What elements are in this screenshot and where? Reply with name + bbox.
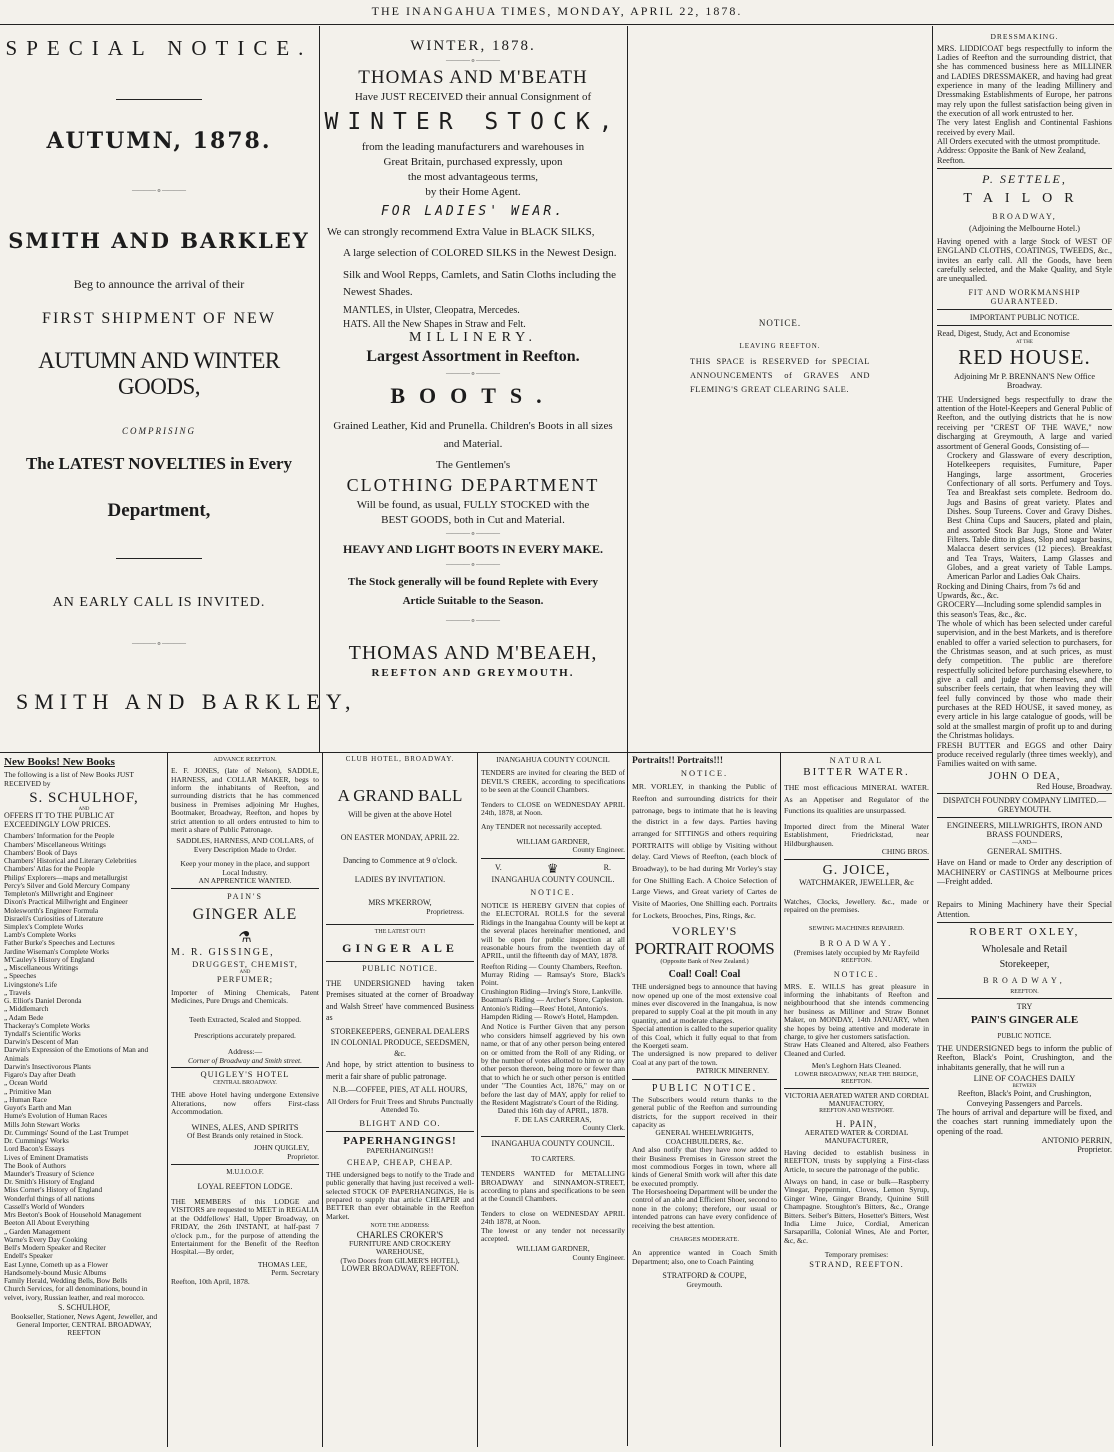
- bitter-water-ads: NATURAL BITTER WATER. THE most efficacious MINERAL WATER. As an Appetiser and Regulator of the Functions its qualities are unsurpassed. Imported direct from the Mineral Water Establishment, Friedrickstad, near Hildburghausen. CHING BROS. G. JOICE, WATCHMAKER, JEWELLER, &c Watches, Clocks, Jewellery. &c., made or repaired on the premises. SEWING MACHINES REPAIRED. BROADWAY. (Premises lately occupied by Mr Rayfeild REEFTON. NOTICE. MRS. E. WILLS has great pleasure in informing the inhabitants of Reefton and neighbourhood that she intends commencing her business as Milliner and Straw Bonnet Maker, on MONDAY, 14th JANUARY, when she hopes by being attentive and moderate in charge, to give her customers satisfaction. Straw Hats Cleaned and Altered, also Feathers Cleaned and Curled. Men's Leghorn Hats Cleaned. LOWER BROADWAY, NEAR THE BRIDGE, REEFTON. VICTORIA AERATED WATER AND CORDIAL MANUFACTORY, REEFTON AND WESTPORT. H. PAIN, AERATED WATER & CORDIAL MANUFACTURER, Having decided to establish business in REEFTON, trusts by supplying a First-class Article, to secure the patronage of the public. Always on hand, in case or bulk—Raspberry Vinegar, Peppermint, Cloves, Lemon Syrup, Ginger Wine, Ginger Brandy, Quinine Still Champagne. Stoughton's Bitters, &c., Orange Bitters. Seiber's Bitters, Hosetter's Bitters, West India Lime Juice, Cordial, American Sarsaparilla, Colonial Wines, Ale and Porter, &c, &c. Temporary premises: STRAND, REEFTON.: [784, 755, 929, 1269]
- smith-barkley-ad: SPECIAL NOTICE. AUTUMN, 1878. ———— o ———— SMITH AND BARKLEY Beg to announce the arrival of their FIRST SHIPMENT OF NEW AUTUMN AND WINTER GOODS, COMPRISING The LATEST NOVELTIES in Every Department, AN EARLY CALL IS INVITED. ———— o ———— SMITH AND BARKLEY,: [4, 32, 314, 750]
- col-rule-b5: [780, 753, 781, 1447]
- smith-barkley-heading: SMITH AND BARKLEY: [8, 228, 310, 253]
- graves-fleming-notice: NOTICE. LEAVING REEFTON. THIS SPACE is RESERVED for SPECIAL ANNOUNCEMENTS of GRAVES AND FLEMING'S GREAT CLEARING SALE.: [690, 318, 870, 395]
- crest-icon: ♛: [546, 860, 559, 876]
- col-rule-b1: [167, 753, 168, 1447]
- masthead: THE INANGAHUA TIMES, MONDAY, APRIL 22, 1878.: [371, 4, 743, 18]
- schulhof-books-ad: New Books! New Books The following is a list of New Books JUST RECEIVED by S. SCHULHOF, AND OFFERS IT TO THE PUBLIC AT EXCEEDINGLY LOW PRICES. Chambers' Information for the People Chambers' Miscellaneous Writings Chambers' Book of Days Chambers' Historical and Literary Celebrities Chambers' Atlas for the People Philips' Explorers—maps and metallurgist Percy's Silver and Gold Mercury Company Templeton's Millwright and Engineer Dixon's Practical Millwright and Engineer Molesworth's Engineer Formula Disraeli's Curiosities of Literature Simplex's Complete Works Lamb's Complete Works Father Burke's Speeches and Lectures Jardine Wiseman's Complete Works M'Cauley's History of England „ Miscellaneous Writings „ Speeches Livingstone's Life „ Travels G. Elliot's Daniel Deronda „ Middlemarch „ Adam Bede Thackeray's Complete Works Tyndall's Scientific Works Darwin's Descent of Man Darwin's Expression of the Emotions of Man and Animals Darwin's Insectivorous Plants Figaro's Day after Death „ Ocean World „ Primitive Man „ Human Race Guyot's Earth and Man Hume's Evolution of Human Races Mills John Stewart Works Dr. Cummings' Sound of the Last Trumpet Dr. Cummings' Works Lord Bacon's Essays Lives of Eminent Dramatists The Book of Authors Maunder's Treasury of Science Dr. Smith's History of England Miss Corner's History of England Wonderful things of all nations Cassell's World of Wonders Mrs Beeton's Book of Household Management Beeton All About Everything „ Garden Management Warne's Every Day Cooking Bell's Modern Speaker and Reciter Endell's Speaker East Lynne, Cometh up as a Flower Handsomely-bound Music Albums Family Herald, Wedding Bells, Bow Bells Church Services, for all denominations, bound in velvet, ivory, Russian leather, and real morocco. S. SCHULHOF, Bookseller, Stationer, News Agent, Jeweller, and General Importer, CENTRAL BROADWAY, REEFTON: [4, 756, 158, 1338]
- top-rule: [0, 24, 1114, 25]
- club-hotel-ads: CLUB HOTEL, BROADWAY. A GRAND BALL Will be given at the above Hotel ON EASTER MONDAY, APRIL 22. Dancing to Commence at 9 o'clock. LADIES BY INVITATION. MRS M'KERROW, Proprietress. THE LATEST OUT! GINGER ALE PUBLIC NOTICE. THE UNDERSIGNED having taken Premises situated at the corner of Broadway and Walsh Street' have commenced Business as STOREKEEPERS, GENERAL DEALERS IN COLONIAL PRODUCE, SEEDSMEN, &c. And hope, by strict attention to business to merit a fair share of public patronage. N.B.—COFFEE, PIES, AT ALL HOURS, All Orders for Fruit Trees and Shrubs Punctually Attended To. BLIGHT AND CO. PAPERHANGINGS! PAPERHANGINGS!! CHEAP, CHEAP, CHEAP. THE undersigned begs to notify to the Trade and public generally that having just received a well-selected STOCK OF PAPERHANGINGS, He is prepared to supply that article CHEAPER and BETTER than ever obtainable in the Reefton Market. NOTE THE ADDRESS: CHARLES CROKER'S FURNITURE AND CROCKERY WAREHOUSE, (Two Doors from GILMER'S HOTEL), LOWER BROADWAY, REEFTON.: [326, 755, 474, 1274]
- mid-rule-right: [628, 752, 932, 753]
- autumn-heading: AUTUMN, 1878.: [46, 128, 272, 154]
- col-rule-1: [319, 26, 320, 752]
- portraits-coal-ads: Portraits!! Portraits!!! NOTICE. MR. VORLEY, in thanking the Public of Reefton and surrounding districts for their patronage, begs to intimate that he is leaving the district in a few days. Parties having arranged for SITTINGS and others requiring PORTRAITS will oblige by Visiting without delay. Card Views of Reefton, (each block of Broadway), to be had during Mr Vorley's stay for One Shilling Each. A Choice Selection of Large Views, and Great variety of Cartes de Visite of Maories, One Shilling each. Portraits for Lockets, Brooches, Pins, Rings, &c. VORLEY'S PORTRAIT ROOMS (Opposite Bank of New Zealand.) Coal! Coal! Coal THE undersigned begs to announce that having now opened up one of the most extensive coal mines ever discovered in the Inangahua, is now prepared to supply Coal at the pit mouth in any quantity, and at moderate charges. Special attention is called to the superior quality of this Coal, which it fully equal to that from the Koergeti seam. The undersigned is now prepared to deliver Coal at any part of the town. PATRICK MINERNEY. PUBLIC NOTICE. The Subscribers would return thanks to the general public of the Reefton and surrounding districts, for the support received in their capacity as GENERAL WHEELWRIGHTS, COACHBUILDERS, &c. And also notify that they have now added to their Business Premises in Gresson street the most commodious Forges in town, where all kinds of General Smith work will after this date be executed promptly. The Horseshoeing Department will be under the control of an able and Efficient Shoer, second to none in the colony; therefore, our usual or intended patrons can have every confidence of receiving the best attention. CHARGES MODERATE. An apprentice wanted in Coach Smith Department; also, one to Coach Painting STRATFORD & COUPE, Greymouth.: [632, 756, 777, 1290]
- mid-rule: [0, 752, 628, 753]
- right-column-ads: DRESSMAKING. MRS. LIDDICOAT begs respectfully to inform the Ladies of Reefton and the surrounding district, that she has commenced business here as MILLINER and LADIES DRESSMAKER, and having had great experience in many of the leading Millinery and Dressmaking Establishments of Europe, her patrons may rely upon the fullest satisfaction being given in the execution of all work entrusted to her. The very latest English and Continental Fashions received by every Mail. All Orders executed with the utmost promptitude. Address: Opposite the Bank of New Zealand, Reefton. P. SETTELE, TAILOR BROADWAY, (Adjoining the Melbourne Hotel.) Having opened with a large Stock of WEST OF ENGLAND CLOTHS, COATINGS, TWEEDS, &c., invites an early call. All the Goods, have been carefully selected, and the Make Quality, and Style are unequalled. FIT AND WORKMANSHIP GUARANTEED. IMPORTANT PUBLIC NOTICE. Read, Digest, Study, Act and Economise AT THE RED HOUSE. Adjoining Mr P. BRENNAN'S New Office Broadway. THE Undersigned begs respectfully to draw the attention of the Hotel-Keepers and General Public of Reefton, and the outlying districts that he is now receiving per "CREST OF THE WAVE," now discharging at Greymouth, A large and varied assortment of General Goods, Consisting of— Crockery and Glassware of every description, Hotelkeepers requisites, Furniture, Paper Hangings, large assortment, Groceries Confectionary of all sorts. Perfumery and Toys. Tea and Breakfast sets complete. Bedroom do. Jugs and Basins of great variety. Plates and Dishes. Soup Tureens. Cover and Gravy Dishes. Best China Cups and Saucers, plated and plain, and assorted Stock Bar Jugs, Stone and Water Filters. Table ditto in glass, Slop and sugar basins, Malacca desert services (12 pieces). Breakfast and Tea Trays, Waiters, Lamp Glasses and Globes, and a great variety of Table Lamps. American Parlor and Ladies Oak Chairs. Rocking and Dining Chairs, from 7s 6d and Upwards, &c., &c. GROCERY—Including some splendid samples in this season's Teas, &c., &c. The whole of which has been selected under careful supervision, and in the best Markets, and is therefore enabled to offer a varied selection to purchasers, for the Christmas season, and at such prices, as must defy competition. The public are therefore respectfully solicited before purchasing elsewhere, to give a call and judge for themselves, and the subscriber feels certain, that when leaving they will feel fully convinced by those who made their purchases at the RED HOUSE, it saved money, as every article in his large catalogue of goods, will be sold at the smallest margin of profit up to and during the Christmas holidays. FRESH BUTTER and EGGS and other Dairy produce received regularly (three times weekly), and Families waited on with same. JOHN O DEA, Red House, Broadway. DISPATCH FOUNDRY COMPANY LIMITED.—GREYMOUTH. ENGINEERS, MILLWRIGHTS, IRON AND BRASS FOUNDERS, —AND— GENERAL SMITHS. Have on Hand or made to Order any description of MACHINERY or CASTINGS at Melbourne prices—Freight added. Repairs to Mining Machinery have their Special Attention. ROBERT OXLEY, Wholesale and Retail Storekeeper, BROADWAY, REEFTON. TRY PAIN'S GINGER ALE PUBLIC NOTICE. THE UNDERSIGNED begs to inform the public of Reefton, Black's Point, Crushington, and the inhabitants generally, that he will run a LINE OF COACHES DAILY BETWEEN Reefton, Black's Point, and Crushington, Conveying Passengers and Parcels. The hours of arrival and departure will be fixed, and the coaches start running immediately upon the opening of the road. ANTONIO PERRIN, Proprietor.: [937, 32, 1112, 1155]
- middle-left-ads: ADVANCE REEFTON. E. F. JONES, (late of Nelson), SADDLE, HARNESS, and COLLAR MAKER, begs to inform the inhabitants of Reefton, and surrounding districts that he has commenced business in Premises adjoining Mr Hughes, Bootmaker, Broadway, Reefton, and hopes by strict attention to all orders entrusted to him to merit a share of Public Patronage. SADDLES, HARNESS, AND COLLARS, of Every Description Made to Order. Keep your money in the place, and support Local Industry. AN APPRENTICE WANTED. PAIN'S GINGER ALE ⚗ M. R. GISSINGE, DRUGGEST, CHEMIST, AND PERFUMER; Importer of Mining Chemicals, Patent Medicines, Pure Drugs and Chemicals. Teeth Extracted, Scaled and Stopped. Prescriptions accurately prepared. Address:— Corner of Broadway and Smith street. QUIGLEY'S HOTEL CENTRAL BROADWAY. THE above Hotel having undergone Extensive Alterations, now offers First-class Accommodation. WINES, ALES, AND SPIRITS Of Best Brands only retained in Stock. JOHN QUIGLEY, Proprietor. M.U.I.O.O.F. LOYAL REEFTON LODGE. THE MEMBERS of this LODGE and VISITORS are requested to MEET in REGALIA at the Oddfellows' Hall, Upper Broadway, on FRIDAY, the 26th INSTANT, at half-past 7 o'clock p.m., for the purpose of attending the Entertainment for the Benefit of the Reefton Hospital.—By order, THOMAS LEE, Perm. Secretary Reefton, 10th April, 1878.: [171, 756, 319, 1286]
- mortar-icon: ⚗: [238, 930, 252, 947]
- col-rule-3: [932, 26, 933, 1446]
- col-rule-b2: [322, 753, 323, 1447]
- col-rule-b3: [477, 753, 478, 1447]
- col-rule-2: [627, 26, 628, 1446]
- special-notice-title: SPECIAL NOTICE.: [5, 36, 313, 60]
- county-council-notices: INANGAHUA COUNTY COUNCIL TENDERS are invited for clearing the BED of DEVIL'S CREEK, according to specifications to be seen at the Council Chambers. Tenders to CLOSE on WEDNESDAY APRIL 24th, 1878, at Noon. Any TENDER not necessarily accepted. WILLIAM GARDNER, County Engineer. V. ♛ R. INANGAHUA COUNTY COUNCIL. NOTICE. NOTICE IS HEREBY GIVEN that copies of the ELECTORAL ROLLS for the several Ridings in the Inangahua County will be kept at the several places hereinafter mentioned, and will be open for public inspection at all reasonable hours from the twentieth day of APRIL, until the fifteenth day of MAY, 1878. Reefton Riding — County Chambers, Reefton. Murray Riding — Ramsay's Store, Black's Point. Crushington Riding—Irving's Store, Lankville. Boatman's Riding — Archer's Store, Capleston. Antonio's Riding—Rees' Hotel, Antonio's. Hampden Riding — Rowe's Hotel, Hampden. And Notice is Further Given that any person who considers himself aggrieved by his own name, or that of any other person being entered on or omitted from the Roll of any Riding, or by the number of votes allotted to him or to any other person thereon, being more or fewer than that to which he or such other person is entitled under "The Counties Act, 1876," may on or before the last day of MAY, apply for relief to the Resident Magistrate's Court of the Riding. Dated this 16th day of APRIL, 1878. F. DE LAS CARRERAS, County Clerk. INANGAHUA COUNTY COUNCIL. TO CARTERS. TENDERS WANTED for METALLING BROADWAY and SINNAMON-STREET, according to plans and specifications to be seen at the Council Chambers. Tenders to close on WEDNESDAY APRIL 24th 1878, at Noon. The lowest or any tender not necessarily accepted. WILLIAM GARDNER, County Engineer.: [481, 755, 625, 1262]
- thomas-mbeath-ad: WINTER, 1878. ———— o ———— THOMAS AND M'BEATH Have JUST RECEIVED their annual Consignment of WINTER STOCK, from the leading manufacturers and warehouses in Great Britain, purchased expressly, upon the most advantageous terms, by their Home Agent. FOR LADIES' WEAR. We can strongly recommend Extra Value in BLACK SILKS, A large selection of COLORED SILKS in the Newest Design. Silk and Wool Repps, Camlets, and Satin Cloths including the Newest Shades. MANTLES, in Ulster, Cleopatra, Mercedes. HATS. All the New Shapes in Straw and Felt. MILLINERY. Largest Assortment in Reefton. ———— o ———— BOOTS. Grained Leather, Kid and Prunella. Children's Boots in all sizes and Material. The Gentlemen's CLOTHING DEPARTMENT Will be found, as usual, FULLY STOCKED with the BEST GOODS, both in Cut and Material. ———— o ———— HEAVY AND LIGHT BOOTS IN EVERY MAKE. ———— o ———— The Stock generally will be found Replete with Every Article Suitable to the Season. ———— o ———— THOMAS AND M'BEAEH, REEFTON AND GREYMOUTH.: [323, 32, 623, 750]
